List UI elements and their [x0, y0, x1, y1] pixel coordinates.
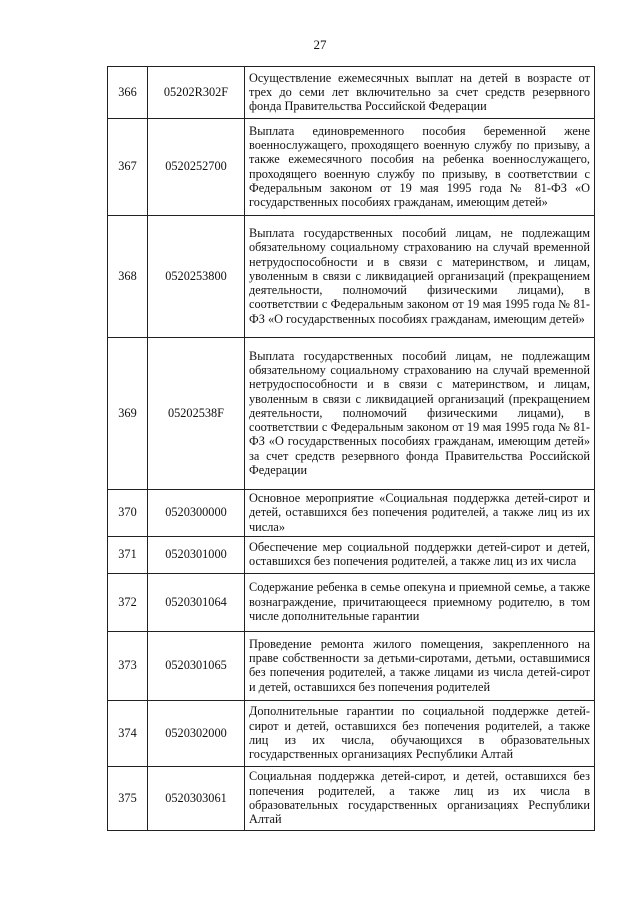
table-row [108, 631, 595, 700]
row-number: 366 [108, 67, 148, 119]
row-number: 370 [108, 490, 148, 537]
page-number: 27 [313, 37, 327, 52]
table-row [108, 766, 595, 830]
table-row [108, 536, 595, 573]
row-code: 05202R302F [148, 67, 245, 119]
table-row [108, 573, 595, 631]
row-number: 375 [108, 766, 148, 830]
row-number: 374 [108, 700, 148, 766]
row-code: 0520303061 [148, 766, 245, 830]
budget-codes-table [107, 66, 595, 831]
row-code: 0520302000 [148, 700, 245, 766]
row-code: 0520252700 [148, 119, 245, 216]
table-row [108, 338, 595, 490]
row-code: 0520253800 [148, 216, 245, 338]
row-description: Обеспечение мер социальной поддержки детей-сирот и детей, оставшихся без попечения родителей, а также лиц из их числа [245, 536, 595, 573]
row-number: 373 [108, 631, 148, 700]
row-code: 0520300000 [148, 490, 245, 537]
table-row [108, 216, 595, 338]
row-description: Основное мероприятие «Социальная поддержка детей-сирот и детей, оставшихся без попечения родителей, а также лиц из их числа» [245, 490, 595, 537]
row-code: 05202538F [148, 338, 245, 490]
row-code: 0520301064 [148, 573, 245, 631]
row-number: 371 [108, 536, 148, 573]
row-number: 372 [108, 573, 148, 631]
row-description: Выплата единовременного пособия беременной жене военнослужащего, проходящего военную службу по призыву, а также ежемесячного пособия на ребенка военнослужащего, проходящего военную службу по призыву, в соответствии с Федеральным законом от 19 мая 1995 года № 81-ФЗ «О государственных пособиях гражданам, имеющим детей» [245, 119, 595, 216]
row-code: 0520301065 [148, 631, 245, 700]
row-description: Проведение ремонта жилого помещения, закрепленного на праве собственности за детьми-сиротами, детьми, оставшимися без попечения родителей, а также лицами из числа детей-сирот и детей, оставшихся без попечения родителей [245, 631, 595, 700]
table-row [108, 700, 595, 766]
table-row [108, 119, 595, 216]
row-description: Осуществление ежемесячных выплат на детей в возрасте от трех до семи лет включительно за счет средств резервного фонда Правительства Российской Федерации [245, 67, 595, 119]
table-row [108, 490, 595, 537]
row-description: Дополнительные гарантии по социальной поддержке детей-сирот и детей, оставшихся без попечения родителей, а также лиц из их числа, обучающихся в образовательных государственных организациях Республики Алтай [245, 700, 595, 766]
table-row [108, 67, 595, 119]
row-description: Социальная поддержка детей-сирот, и детей, оставшихся без попечения родителей, а также лиц из их числа в образовательных государственных организациях Республики Алтай [245, 766, 595, 830]
row-description: Выплата государственных пособий лицам, не подлежащим обязательному социальному страхованию на случай временной нетрудоспособности и в связи с материнством, и лицам, уволенным в связи с ликвидацией организаций (прекращением деятельности, полномочий физическими лицами), в соответствии с Федеральным законом от 19 мая 1995 года № 81-ФЗ «О государственных пособиях гражданам, имеющим детей» за счет средств резервного фонда Правительства Российской Федерации [245, 338, 595, 490]
row-description: Содержание ребенка в семье опекуна и приемной семье, а также вознаграждение, причитающееся приемному родителю, в том числе дополнительные гарантии [245, 573, 595, 631]
row-description: Выплата государственных пособий лицам, не подлежащим обязательному социальному страхованию на случай временной нетрудоспособности и в связи с материнством, и лицам, уволенным в связи с ликвидацией организаций (прекращением деятельности, полномочий физическими лицами), в соответствии с Федеральным законом от 19 мая 1995 года № 81-ФЗ «О государственных пособиях гражданам, имеющим детей» [245, 216, 595, 338]
row-number: 369 [108, 338, 148, 490]
row-number: 367 [108, 119, 148, 216]
row-code: 0520301000 [148, 536, 245, 573]
row-number: 368 [108, 216, 148, 338]
